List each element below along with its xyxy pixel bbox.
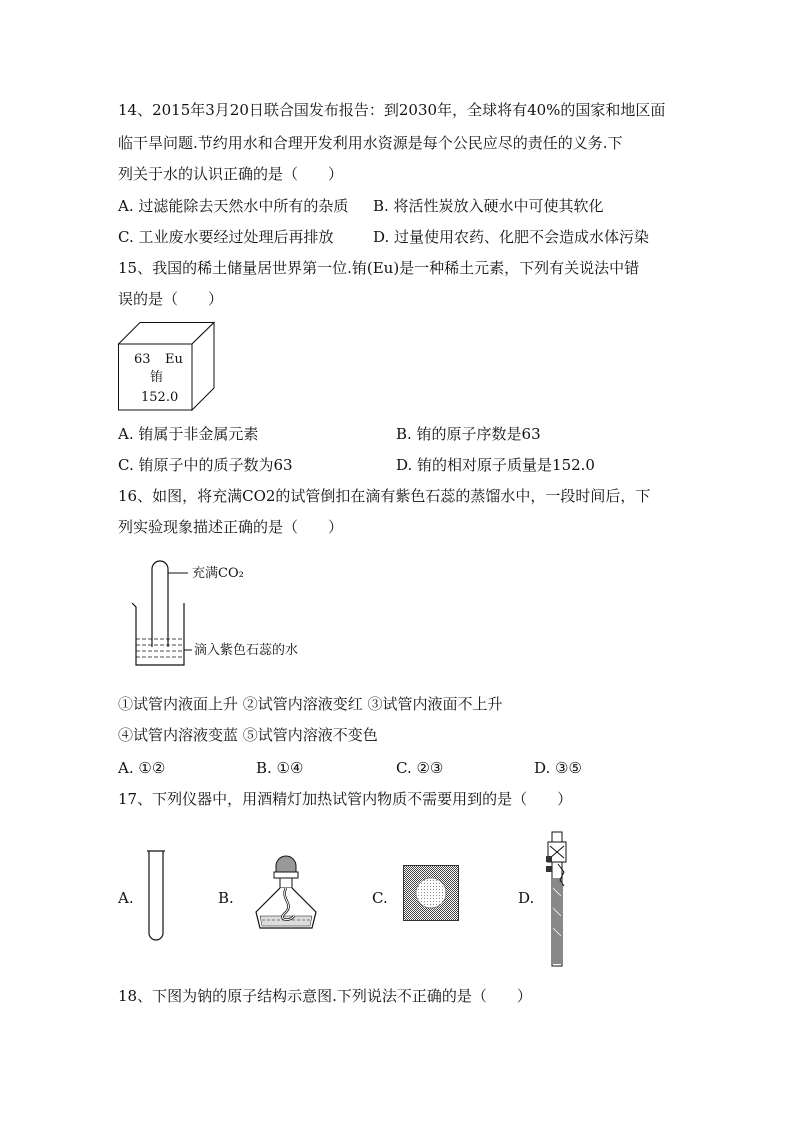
q16-option-b: B. ①④	[256, 759, 304, 777]
element-atomic-mass: 152.0	[141, 390, 179, 405]
q15-option-a: A. 铕属于非金属元素	[118, 425, 259, 443]
q15-stem-line1: 15、我国的稀土储量居世界第一位.铕(Eu)是一种稀土元素，下列有关说法中错	[118, 259, 640, 277]
q14-option-b: B. 将活性炭放入硬水中可使其软化	[373, 197, 604, 215]
q16-stem-line2: 列实验现象描述正确的是（ ）	[118, 518, 344, 536]
asbestos-gauze-icon	[403, 865, 459, 921]
q16-stem-line1: 16、如图，将充满CO2的试管倒扣在滴有紫色石蕊的蒸馏水中，一段时间后，下	[118, 487, 651, 505]
q14-stem-line1: 14、2015年3月20日联合国发布报告：到2030年，全球将有40%的国家和地区面	[118, 101, 666, 119]
test-tube-holder-icon	[538, 828, 574, 968]
q15-option-d: D. 铕的相对原子质量是152.0	[396, 456, 595, 474]
beaker-label-water: 滴入紫色石蕊的水	[194, 643, 299, 658]
element-atomic-number: 63	[134, 352, 151, 367]
q14-option-c: C. 工业废水要经过处理后再排放	[118, 228, 334, 246]
element-symbol: Eu	[165, 352, 183, 367]
q14-stem-line3: 列关于水的认识正确的是（ ）	[118, 165, 344, 183]
q16-option-a: A. ①②	[118, 759, 166, 777]
q15-option-c: C. 铕原子中的质子数为63	[118, 456, 293, 474]
test-tube-icon	[146, 848, 166, 943]
q16-statements-line2: ④试管内溶液变蓝 ⑤试管内溶液不变色	[118, 726, 378, 744]
q17-stem-line1: 17、下列仪器中，用酒精灯加热试管内物质不需要用到的是（ ）	[118, 790, 573, 808]
q15-option-b: B. 铕的原子序数是63	[396, 425, 541, 443]
q16-statements-line1: ①试管内液面上升 ②试管内溶液变红 ③试管内液面不上升	[118, 695, 503, 713]
q17-label-c: C.	[372, 889, 388, 907]
alcohol-lamp-icon	[250, 850, 322, 932]
q18-stem-line1: 18、下图为钠的原子结构示意图.下列说法不正确的是（ ）	[118, 987, 532, 1005]
q17-label-d: D.	[518, 889, 535, 907]
q17-label-a: A.	[118, 889, 134, 907]
q14-option-a: A. 过滤能除去天然水中所有的杂质	[118, 197, 349, 215]
q17-label-b: B.	[218, 889, 234, 907]
q16-option-d: D. ③⑤	[534, 759, 582, 777]
tube-label-co2: 充满CO₂	[192, 566, 244, 581]
element-name: 铕	[150, 370, 164, 385]
q16-option-c: C. ②③	[396, 759, 444, 777]
q14-option-d: D. 过量使用农药、化肥不会造成水体污染	[373, 228, 650, 246]
q14-stem-line2: 临干旱问题.节约用水和合理开发利用水资源是每个公民应尽的责任的义务.下	[118, 134, 623, 152]
q15-stem-line2: 误的是（ ）	[118, 290, 224, 308]
